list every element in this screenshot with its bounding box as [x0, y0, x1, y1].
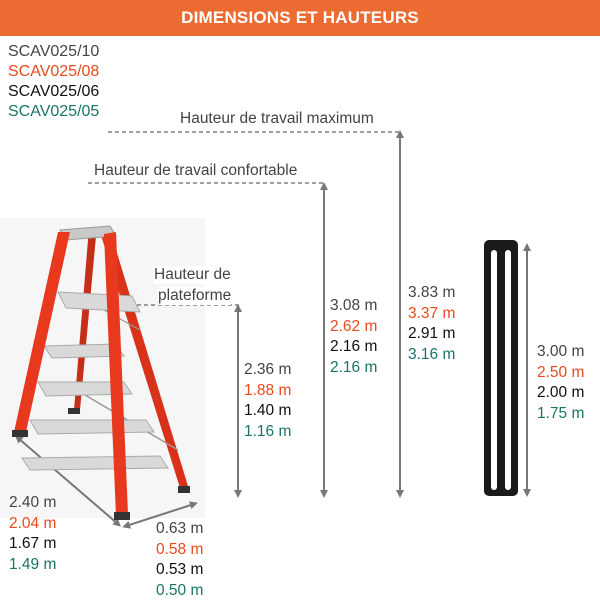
- comfort-height-values: [330, 296, 377, 378]
- value-max-4: 3.16 m: [408, 345, 455, 366]
- value-depth-1: 0.63 m: [156, 519, 203, 540]
- value-folded-4: 1.75 m: [537, 404, 584, 425]
- value-length-3: 1.67 m: [9, 534, 56, 555]
- platform-height-values: [244, 360, 291, 442]
- model-3: SCAV025/06: [8, 82, 99, 102]
- value-max-3: 2.91 m: [408, 324, 455, 345]
- depth-values: [156, 519, 203, 601]
- value-platform-3: 1.40 m: [244, 401, 291, 422]
- model-1: SCAV025/10: [8, 42, 99, 62]
- length-values: [9, 493, 56, 575]
- value-comfort-4: 2.16 m: [330, 358, 377, 379]
- folded-ladder-icon: [484, 240, 518, 496]
- value-max-1: 3.83 m: [408, 283, 455, 304]
- value-max-2: 3.37 m: [408, 304, 455, 325]
- value-comfort-1: 3.08 m: [330, 296, 377, 317]
- value-platform-4: 1.16 m: [244, 422, 291, 443]
- value-platform-2: 1.88 m: [244, 381, 291, 402]
- header-title: DIMENSIONS ET HAUTEURS: [181, 8, 419, 28]
- model-2: SCAV025/08: [8, 62, 99, 82]
- comfort-height-label: Hauteur de travail confortable: [94, 162, 297, 180]
- value-depth-2: 0.58 m: [156, 540, 203, 561]
- max-height-label: Hauteur de travail maximum: [180, 110, 374, 128]
- value-depth-3: 0.53 m: [156, 560, 203, 581]
- value-comfort-2: 2.62 m: [330, 317, 377, 338]
- platform-height-label-line2: plateforme: [158, 287, 231, 305]
- value-platform-1: 2.36 m: [244, 360, 291, 381]
- value-length-1: 2.40 m: [9, 493, 56, 514]
- value-length-2: 2.04 m: [9, 514, 56, 535]
- value-folded-3: 2.00 m: [537, 383, 584, 404]
- value-depth-4: 0.50 m: [156, 581, 203, 601]
- value-folded-2: 2.50 m: [537, 363, 584, 384]
- max-height-values: [408, 283, 455, 365]
- value-folded-1: 3.00 m: [537, 342, 584, 363]
- model-4: SCAV025/05: [8, 102, 99, 122]
- value-comfort-3: 2.16 m: [330, 337, 377, 358]
- folded-height-values: [537, 342, 584, 424]
- platform-height-label-line1: Hauteur de: [154, 266, 231, 284]
- value-length-4: 1.49 m: [9, 555, 56, 576]
